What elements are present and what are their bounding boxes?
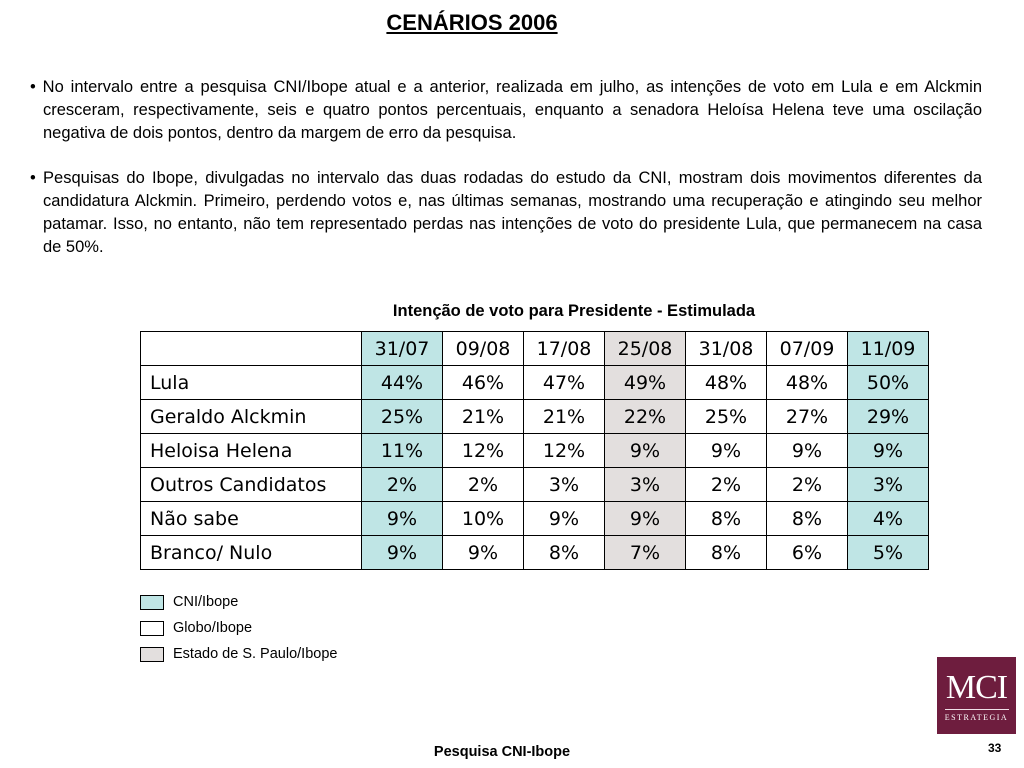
table-cell: 9%	[524, 502, 605, 536]
logo-divider	[945, 709, 1009, 710]
table-row	[141, 400, 929, 434]
table-cell: 29%	[848, 400, 929, 434]
table-cell: 8%	[686, 536, 767, 570]
mci-logo	[937, 657, 1016, 734]
logo-subtext: ESTRATEGIA	[944, 713, 1009, 722]
legend-item	[140, 641, 337, 667]
table-cell: 3%	[848, 468, 929, 502]
column-header: 17/08	[524, 332, 605, 366]
table-cell: 9%	[362, 502, 443, 536]
row-label: Outros Candidatos	[141, 468, 362, 502]
bullet-paragraph: • Pesquisas do Ibope, divulgadas no intervalo das duas rodadas do estudo da CNI, mostram dois movimentos diferentes da candidatura Alckmin. Primeiro, perdendo votos e, nas últimas semanas, mostrando uma recuperação e atingindo seu melhor patamar. Isso, no entanto, não tem representado perdas nas intenções de voto do presidente Lula, que permanecem na casa de 50%.	[30, 169, 982, 256]
row-label: Heloisa Helena	[141, 434, 362, 468]
row-label: Lula	[141, 366, 362, 400]
table-cell: 3%	[524, 468, 605, 502]
table-row	[141, 536, 929, 570]
table-cell: 21%	[524, 400, 605, 434]
column-header: 09/08	[443, 332, 524, 366]
logo-text: MCI	[945, 669, 1008, 706]
poll-table	[140, 331, 929, 570]
legend-item	[140, 615, 337, 641]
table-cell: 9%	[605, 502, 686, 536]
legend-item	[140, 589, 337, 615]
legend-swatch	[140, 647, 164, 662]
table-cell: 6%	[767, 536, 848, 570]
table-header-row	[141, 332, 929, 366]
table-corner-cell	[141, 332, 362, 366]
table-cell: 2%	[362, 468, 443, 502]
row-label: Não sabe	[141, 502, 362, 536]
column-header: 25/08	[605, 332, 686, 366]
table-row	[141, 366, 929, 400]
table-cell: 12%	[443, 434, 524, 468]
table-cell: 9%	[362, 536, 443, 570]
table-title: Intenção de voto para Presidente - Estimulada	[392, 302, 756, 320]
table-cell: 48%	[767, 366, 848, 400]
row-label: Branco/ Nulo	[141, 536, 362, 570]
legend-label: Globo/Ibope	[173, 620, 253, 636]
page-number: 33	[988, 741, 1002, 755]
table-cell: 12%	[524, 434, 605, 468]
table-cell: 9%	[767, 434, 848, 468]
table-row	[141, 468, 929, 502]
table-cell: 47%	[524, 366, 605, 400]
legend	[140, 589, 337, 667]
table-cell: 50%	[848, 366, 929, 400]
bullet-list	[30, 76, 982, 281]
table-cell: 3%	[605, 468, 686, 502]
table-cell: 2%	[767, 468, 848, 502]
column-header: 11/09	[848, 332, 929, 366]
table-cell: 8%	[767, 502, 848, 536]
table-cell: 46%	[443, 366, 524, 400]
column-header: 31/08	[686, 332, 767, 366]
table-cell: 48%	[686, 366, 767, 400]
table-cell: 25%	[686, 400, 767, 434]
table-cell: 44%	[362, 366, 443, 400]
page-title: CENÁRIOS 2006	[386, 10, 558, 35]
table-row	[141, 502, 929, 536]
legend-swatch	[140, 595, 164, 610]
legend-swatch	[140, 621, 164, 636]
table-cell: 9%	[848, 434, 929, 468]
table-cell: 21%	[443, 400, 524, 434]
table-cell: 2%	[443, 468, 524, 502]
table-cell: 8%	[524, 536, 605, 570]
bullet-paragraph: • No intervalo entre a pesquisa CNI/Ibope atual e a anterior, realizada em julho, as intenções de voto em Lula e em Alckmin cresceram, respectivamente, seis e quatro pontos percentuais, enquanto a senadora Heloísa Helena teve uma oscilação negativa de dois pontos, dentro da margem de erro da pesquisa.	[30, 78, 982, 142]
table-cell: 25%	[362, 400, 443, 434]
legend-label: Estado de S. Paulo/Ibope	[173, 646, 338, 662]
table-cell: 22%	[605, 400, 686, 434]
table-cell: 4%	[848, 502, 929, 536]
footer-text: Pesquisa CNI-Ibope	[433, 744, 571, 760]
table-row	[141, 434, 929, 468]
legend-label: CNI/Ibope	[173, 594, 239, 610]
table-cell: 8%	[686, 502, 767, 536]
table-cell: 5%	[848, 536, 929, 570]
table-cell: 9%	[605, 434, 686, 468]
row-label: Geraldo Alckmin	[141, 400, 362, 434]
table-cell: 9%	[443, 536, 524, 570]
column-header: 31/07	[362, 332, 443, 366]
table-cell: 2%	[686, 468, 767, 502]
table-cell: 49%	[605, 366, 686, 400]
table-cell: 27%	[767, 400, 848, 434]
table-cell: 11%	[362, 434, 443, 468]
table-cell: 7%	[605, 536, 686, 570]
column-header: 07/09	[767, 332, 848, 366]
table-cell: 10%	[443, 502, 524, 536]
table-cell: 9%	[686, 434, 767, 468]
